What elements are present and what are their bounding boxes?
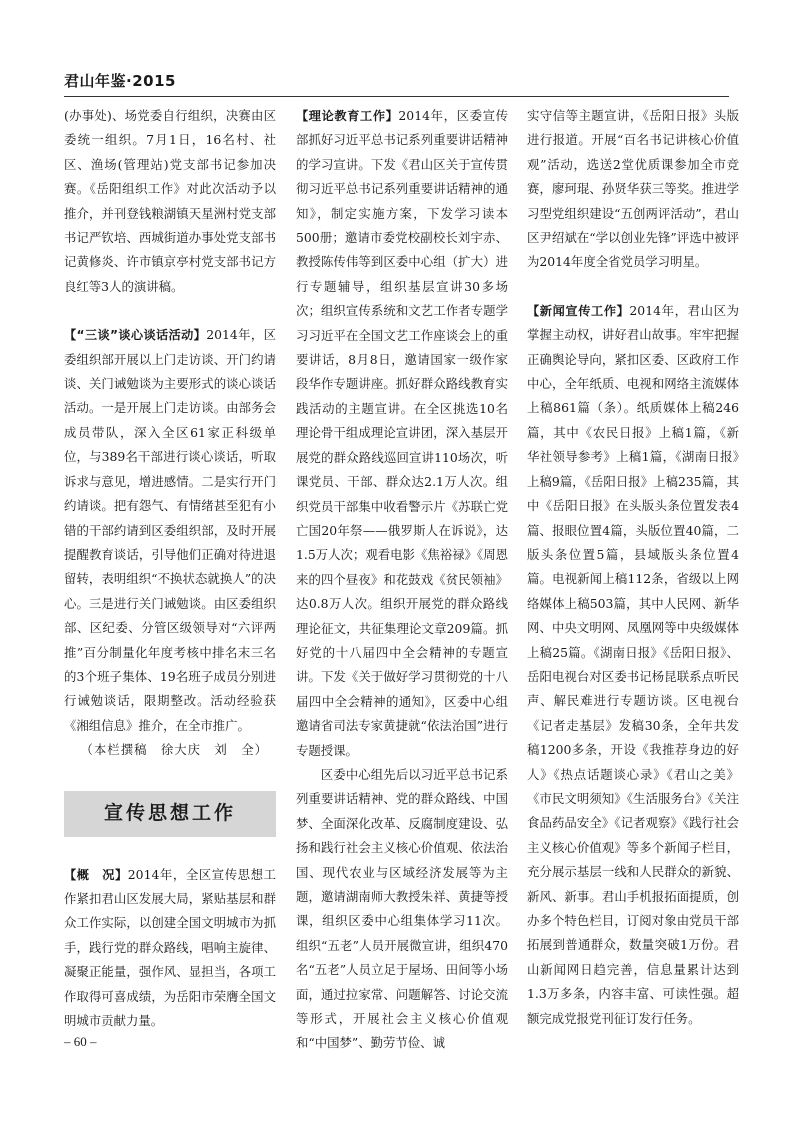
paragraph bbox=[64, 863, 276, 1034]
paragraph bbox=[64, 323, 276, 738]
paragraph: (办事处)、场党委自行组织，决赛由区委统一组织。7月1日，16名村、社区、渔场(管理站)党支部书记参加决赛。《岳阳组织工作》对此次活动予以推介，并刊登钱粮湖镇天星洲村党支部书记严钦培、西城街道办事处党支部书记黄修炎、许市镇京亭村党支部书记方良红等3人的演讲稿。 bbox=[64, 108, 276, 294]
paragraph: 区委中心组先后以习近平总书记系列重要讲话精神、党的群众路线、中国梦、全面深化改革、反腐制度建设、弘扬和践行社会主义核心价值观、依法治国、现代农业与区域经济发展等为主题，邀请湖南师大教授朱祥、黄捷等授课，组织区委中心组集体学习11次。组织“五老”人员开展微宣讲，组织470名“五老”人员立足于屋场、田间等小场面，通过拉家常、问题解答、讨论交流等形式，开展社会主义核心价值观和“中国梦”、勤劳节俭、诚 bbox=[296, 766, 508, 1051]
column-middle bbox=[296, 104, 508, 1056]
section-heading: 【概 况】 bbox=[64, 867, 128, 882]
paragraph-body: 2014年，君山区为掌握主动权，讲好君山故事。牢牢把握正确舆论导向，紧扣区委、区政府工作中心，全年纸质、电视和网络主流媒体上稿861篇（条）。纸质媒体上稿246篇，其中《农民日报》上稿1篇，《新华社领导参考》上稿1篇，《湖南日报》上稿9篇，《岳阳日报》上稿235篇，其中《岳阳日报》在头版头条位置发表4篇、报眼位置4篇，头版位置40篇，二版头条位置5篇，县域版头条位置4篇。电视新闻上稿112条，省级以上网络媒体上稿503篇，其中人民网、新华网、中央文明网、凤凰网等中央级媒体上稿25篇。《湖南日报》《岳阳日报》、岳阳电视台对区委书记杨昆联系点听民声、解民难进行专题访谈。区电视台《记者走基层》发稿30条，全年共发稿1200多条，开设《我推荐身边的好人》《热点话题谈心录》《君山之美》《市民文明须知》《生活服务台》《关注食品药品安全》《记者观察》《践行社会主义核心价值观》等多个新闻子栏目，充分展示基层一线和人民群众的新貌、新风、新事。君山手机报拓面提质，创办多个特色栏目，订阅对象由党员干部拓展到普通群众，数量突破1万份。君山新闻网日趋完善，信息量累计达到1.3万多条，内容丰富、可读性强。超额完成党报党刊征订发行任务。 bbox=[527, 302, 739, 1026]
paragraph bbox=[296, 104, 508, 763]
paragraph-body: 2014年，全区宣传思想工作紧扣君山区发展大局，紧贴基层和群众工作实际，以创建全国文明城市为抓手，践行党的群众路线，唱响主旋律、凝聚正能量，强作风、显担当，各项工作取得可喜成绩，为岳阳市荣膺全国文明城市贡献力量。 bbox=[64, 866, 276, 1028]
running-header: 君山年鉴·2015 bbox=[64, 72, 176, 90]
page-number: – 60 – bbox=[64, 1034, 97, 1049]
paragraph bbox=[527, 299, 739, 1031]
column-right bbox=[527, 104, 739, 1031]
column-left bbox=[64, 104, 276, 1033]
section-heading: 【“三谈”谈心谈话活动】 bbox=[64, 328, 207, 343]
section-heading: 【理论教育工作】 bbox=[296, 109, 399, 123]
author-credit: （本栏撰稿 徐大庆 刘 全） bbox=[80, 742, 268, 758]
paragraph-body: 2014年，区委宣传部抓好习近平总书记系列重要讲话精神的学习宣讲。下发《君山区关于宣传贯彻习近平总书记系列重要讲话精神的通知》，制定实施方案，下发学习读本500册；邀请市委党校副校长刘宇赤、教授陈传伟等到区委中心组（扩大）进行专题辅导，组织基层宣讲30多场次；组织宣传系统和文艺工作者专题学习习近平在全国文艺工作座谈会上的重要讲话，8月8日，邀请国家一级作家段华作专题讲座。抓好群众路线教育实践活动的主题宣讲。在全区挑选10名理论骨干组成理论宣讲团，深入基层开展党的群众路线巡回宣讲110场次，听课党员、干部、群众达2.1万人次。组织党员干部集中收看警示片《苏联亡党亡国20年祭——俄罗斯人在诉说》，达1.5万人次；观看电影《焦裕禄》《周恩来的四个昼夜》和花鼓戏《贫民领袖》达0.8万人次。组织开展党的群众路线理论征文，共征集理论文章209篇。抓好党的十八届四中全会精神的专题宣讲。下发《关于做好学习贯彻党的十八届四中全会精神的通知》，区委中心组邀请省司法专家黄捷就“依法治国”进行专题授课。 bbox=[296, 108, 508, 758]
section-title: 宣传思想工作 bbox=[64, 791, 276, 837]
paragraph: 实守信等主题宣讲，《岳阳日报》头版进行报道。开展“百名书记讲核心价值观”活动，选送2堂优质课参加全市竞赛，廖珂琨、孙贤华获三等奖。推进学习型党组织建设“五创两评活动”，君山区尹绍斌在“学以创业先锋”评选中被评为2014年度全省党员学习明星。 bbox=[527, 108, 739, 270]
paragraph-body: 2014年，区委组织部开展以上门走访谈、开门约请谈、关门诫勉谈为主要形式的谈心谈话活动。一是开展上门走访谈。由部务会成员带队，深入全区61家正科级单位，与389名干部进行谈心谈话，听取诉求与意见，增进感情。二是实行开门约请谈。把有怨气、有情绪甚至犯有小错的干部约请到区委组织部，及时开展提醒教育谈话，引导他们正确对待进退留转，表明组织“不换状态就换人”的决心。三是进行关门诫勉谈。由区委组织部、区纪委、分管区级领导对“六评两推”百分制量化年度考核中排名末三名的3个班子集体、19名班子成员分别进行诫勉谈话，限期整改。活动经验获《湘组信息》推介，在全市推广。 bbox=[64, 327, 276, 733]
header-rule bbox=[64, 96, 729, 97]
section-heading: 【新闻宣传工作】 bbox=[527, 303, 630, 318]
